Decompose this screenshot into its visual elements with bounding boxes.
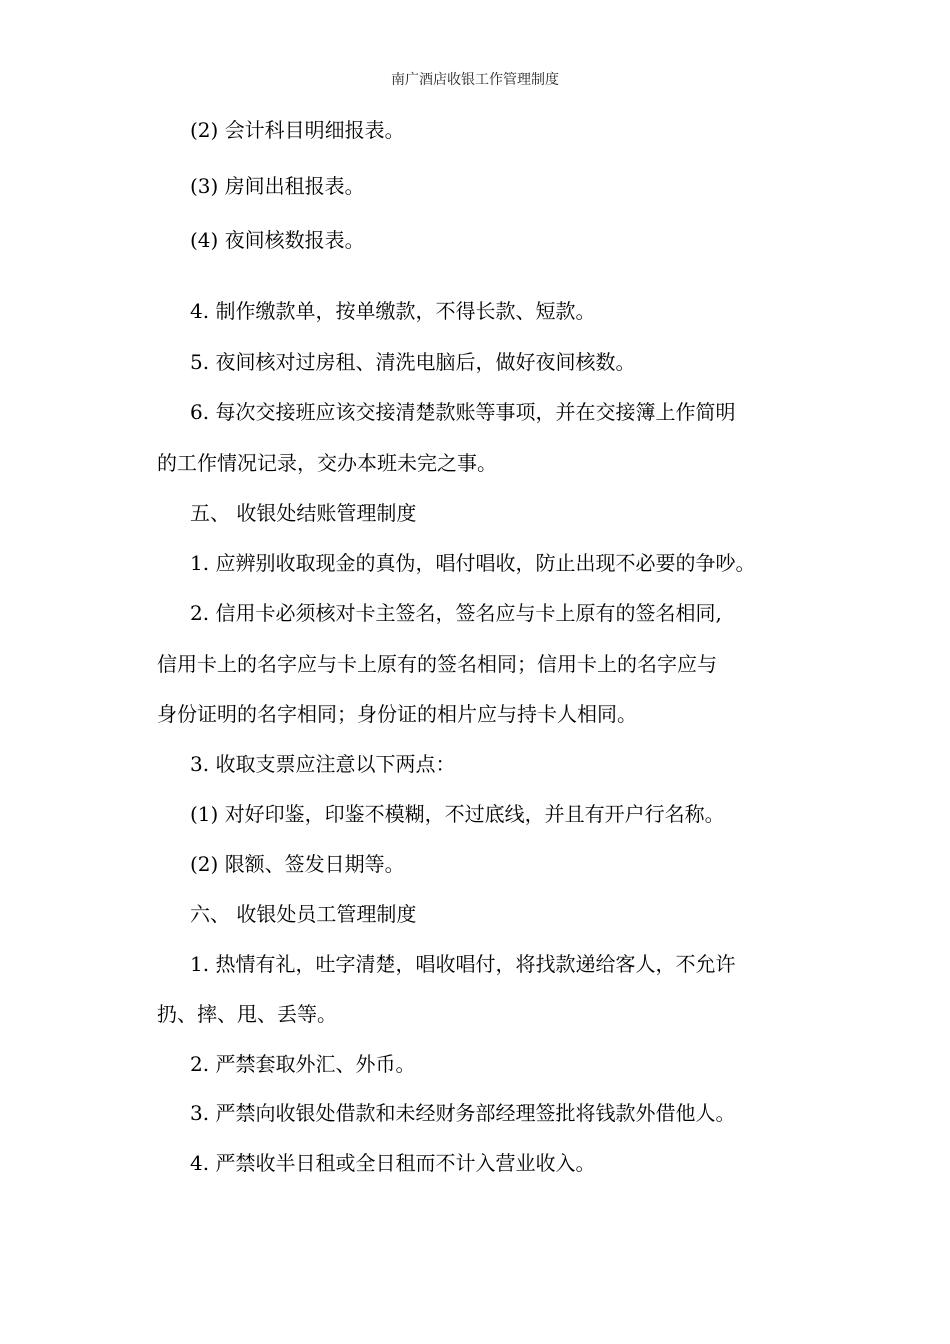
- section6-item-2: 2. 严禁套取外汇、外币。: [190, 1052, 416, 1076]
- section5-subitem-2: (2) 限额、签发日期等。: [190, 852, 405, 876]
- section-heading-5: 五、 收银处结账管理制度: [190, 501, 417, 525]
- section6-item-1-continued: 扔、摔、甩、丢等。: [157, 1002, 337, 1026]
- section5-item-1: 1. 应辨别收取现金的真伪，唱付唱收，防止出现不必要的争吵。: [190, 551, 756, 575]
- list-item-report-rooms: (3) 房间出租报表。: [190, 174, 365, 198]
- section6-item-1: 1. 热情有礼，吐字清楚，唱收唱付，将找款递给客人，不允许: [190, 952, 736, 976]
- section-heading-6: 六、 收银处员工管理制度: [190, 902, 417, 926]
- paragraph-item-5: 5. 夜间核对过房租、清洗电脑后，做好夜间核数。: [190, 350, 636, 374]
- paragraph-item-4: 4. 制作缴款单，按单缴款，不得长款、短款。: [190, 299, 596, 323]
- section6-item-3: 3. 严禁向收银处借款和未经财务部经理签批将钱款外借他人。: [190, 1101, 736, 1125]
- paragraph-item-6: 6. 每次交接班应该交接清楚款账等事项，并在交接簿上作简明: [190, 400, 736, 424]
- section6-item-4: 4. 严禁收半日租或全日租而不计入营业收入。: [190, 1151, 596, 1175]
- section5-item-3: 3. 收取支票应注意以下两点：: [190, 752, 456, 776]
- paragraph-item-6-continued: 的工作情况记录，交办本班未完之事。: [157, 451, 497, 475]
- section5-item-2-continued-2: 身份证明的名字相同；身份证的相片应与持卡人相同。: [157, 702, 637, 726]
- list-item-report-accounts: (2) 会计科目明细报表。: [190, 118, 405, 142]
- section5-subitem-1: (1) 对好印鉴，印鉴不模糊，不过底线，并且有开户行名称。: [190, 802, 725, 826]
- section5-item-2-continued-1: 信用卡上的名字应与卡上原有的签名相同；信用卡上的名字应与: [157, 652, 717, 676]
- section5-item-2: 2. 信用卡必须核对卡主签名，签名应与卡上原有的签名相同,: [190, 601, 722, 625]
- list-item-report-night-audit: (4) 夜间核数报表。: [190, 228, 365, 252]
- page-header-title: 南广酒店收银工作管理制度: [391, 72, 559, 88]
